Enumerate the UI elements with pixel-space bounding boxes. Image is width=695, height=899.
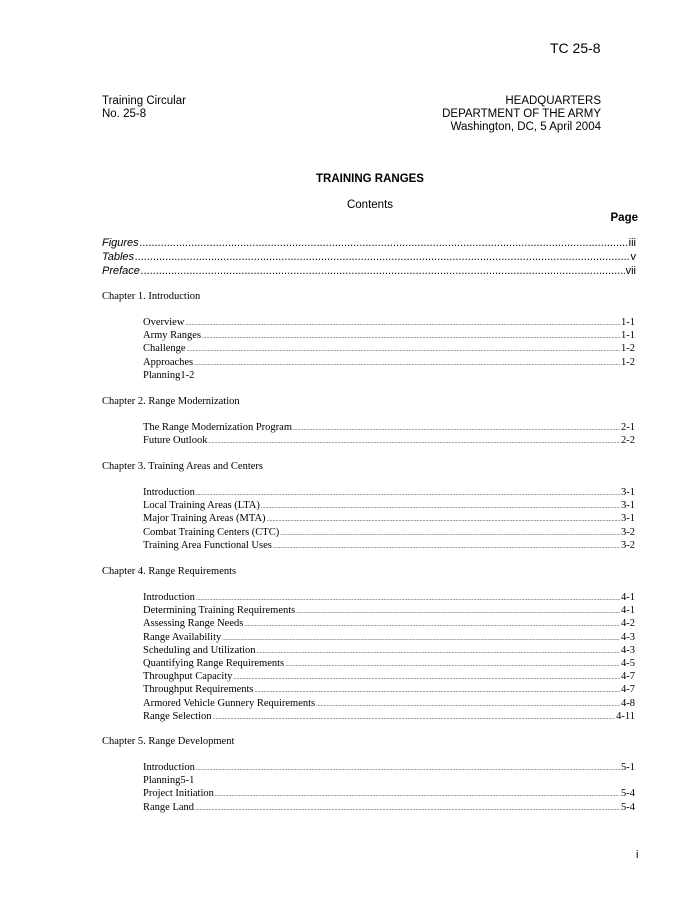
toc-entry-page: 4-8 xyxy=(621,697,635,709)
toc-leader-dots xyxy=(196,592,620,603)
toc-leader-dots xyxy=(213,711,616,722)
toc-entry[interactable] xyxy=(143,788,635,802)
toc-front-matter-item[interactable] xyxy=(102,251,636,265)
toc-entry-title: Overview xyxy=(143,317,185,328)
toc-entry-title: Range Selection xyxy=(143,710,212,722)
toc-entry[interactable] xyxy=(143,435,635,449)
toc-entry-page: 4-1 xyxy=(621,592,635,603)
toc-entry-page: 1-2 xyxy=(621,356,635,368)
toc-entry[interactable] xyxy=(143,618,635,632)
toc-entry-title: Planning xyxy=(143,775,181,787)
toc-entry-page: 4-7 xyxy=(621,684,635,696)
toc-entry-page: 3-1 xyxy=(621,500,635,512)
toc-leader-dots xyxy=(196,762,620,773)
toc-front-matter-item[interactable] xyxy=(102,237,636,251)
toc-entry-title: The Range Modernization Program xyxy=(143,422,292,433)
toc-leader-dots xyxy=(255,684,620,695)
toc-leader-dots xyxy=(267,513,620,524)
toc-leader-dots xyxy=(293,422,620,433)
toc-entry[interactable] xyxy=(143,343,635,357)
toc-entry-page: 3-1 xyxy=(621,487,635,498)
toc-entry[interactable] xyxy=(143,802,635,816)
chapter-heading[interactable]: Chapter 1. Introduction xyxy=(102,291,201,302)
toc-entry-title: Figures xyxy=(102,237,139,249)
page-number: i xyxy=(636,849,639,861)
toc-entry-page: 2-1 xyxy=(621,422,635,433)
toc-entry[interactable] xyxy=(143,357,635,371)
page-column-header: Page xyxy=(610,212,638,224)
location-date: Washington, DC, 5 April 2004 xyxy=(450,121,601,133)
toc-entry-page: 3-2 xyxy=(621,526,635,538)
toc-leader-dots xyxy=(285,658,620,669)
toc-leader-dots xyxy=(296,605,620,616)
toc-entry[interactable] xyxy=(143,592,635,606)
toc-entry[interactable] xyxy=(143,487,635,501)
toc-entry-page: 1-2 xyxy=(621,343,635,355)
toc-leader-dots xyxy=(244,618,620,629)
toc-entry-title: Determining Training Requirements xyxy=(143,605,296,617)
toc-entry[interactable] xyxy=(143,500,635,514)
department-label: DEPARTMENT OF THE ARMY xyxy=(442,108,601,120)
toc-entry-page: 1-2 xyxy=(180,369,195,381)
document-number: TC 25-8 xyxy=(550,40,601,56)
toc-leader-dots xyxy=(140,237,628,249)
toc-entry-title: Introduction xyxy=(143,487,195,498)
toc-entry-page: 3-2 xyxy=(621,539,635,551)
toc-entry-page: 4-5 xyxy=(621,658,635,669)
toc-entry-page: 4-3 xyxy=(621,631,635,643)
toc-front-matter-item[interactable] xyxy=(102,265,636,279)
toc-entry-page: iii xyxy=(628,237,636,249)
toc-leader-dots xyxy=(208,435,620,446)
toc-entry-page: vii xyxy=(625,265,636,277)
toc-leader-dots xyxy=(194,357,620,368)
toc-leader-dots xyxy=(273,540,620,551)
toc-entry-title: Quantifying Range Requirements xyxy=(143,658,285,669)
toc-entry-title: Project Initiation xyxy=(143,788,214,800)
toc-entry-title: Combat Training Centers (CTC) xyxy=(143,526,280,538)
headquarters-label: HEADQUARTERS xyxy=(505,95,601,107)
toc-leader-dots xyxy=(215,788,620,799)
toc-entry-page: 5-4 xyxy=(621,801,635,813)
toc-leader-dots xyxy=(202,330,620,341)
circular-label: Training Circular xyxy=(102,95,186,107)
toc-entry[interactable] xyxy=(143,671,635,685)
toc-entry[interactable] xyxy=(143,605,635,619)
toc-entry[interactable] xyxy=(143,330,635,344)
toc-leader-dots xyxy=(141,265,625,277)
toc-entry-title: Planning xyxy=(143,369,181,381)
toc-entry-page: 4-7 xyxy=(621,671,635,683)
toc-entry-title: Introduction xyxy=(143,762,195,773)
toc-entry[interactable] xyxy=(143,632,635,646)
toc-entry[interactable] xyxy=(143,645,635,659)
toc-leader-dots xyxy=(261,500,620,511)
toc-entry-title: Challenge xyxy=(143,343,186,355)
toc-entry-title: Assessing Range Needs xyxy=(143,618,244,630)
toc-entry-page: 1-1 xyxy=(621,330,635,342)
toc-entry-page: 2-2 xyxy=(621,435,635,447)
toc-entry-title: Throughput Requirements xyxy=(143,684,254,696)
toc-entry[interactable] xyxy=(143,711,635,725)
toc-entry-title: Future Outlook xyxy=(143,435,208,447)
toc-entry-title: Armored Vehicle Gunnery Requirements xyxy=(143,697,316,709)
chapter-heading[interactable]: Chapter 2. Range Modernization xyxy=(102,396,240,407)
document-title: TRAINING RANGES xyxy=(316,173,424,185)
toc-leader-dots xyxy=(195,802,620,813)
toc-entry-title: Training Area Functional Uses xyxy=(143,539,272,551)
toc-leader-dots xyxy=(316,698,620,709)
toc-entry-title: Army Ranges xyxy=(143,330,202,342)
toc-entry[interactable] xyxy=(143,370,635,384)
chapter-heading[interactable]: Chapter 4. Range Requirements xyxy=(102,566,237,577)
toc-leader-dots xyxy=(280,527,620,538)
toc-entry-page: v xyxy=(630,251,636,263)
chapter-heading[interactable]: Chapter 5. Range Development xyxy=(102,736,235,747)
toc-entry-title: Throughput Capacity xyxy=(143,671,233,683)
toc-leader-dots xyxy=(234,671,620,682)
toc-entry-page: 5-4 xyxy=(621,788,635,800)
toc-entry-page: 5-1 xyxy=(621,762,635,773)
toc-leader-dots xyxy=(222,632,620,643)
toc-entry[interactable] xyxy=(143,684,635,698)
toc-entry-title: Tables xyxy=(102,251,135,263)
toc-entry[interactable] xyxy=(143,422,635,436)
toc-entry-page: 4-2 xyxy=(621,618,635,630)
toc-entry[interactable] xyxy=(143,658,635,672)
toc-leader-dots xyxy=(135,251,629,263)
toc-entry-page: 3-1 xyxy=(621,513,635,525)
toc-leader-dots xyxy=(187,343,620,354)
chapter-heading[interactable]: Chapter 3. Training Areas and Centers xyxy=(102,461,263,472)
toc-entry[interactable] xyxy=(143,317,635,331)
toc-entry[interactable] xyxy=(143,527,635,541)
toc-entry-title: Local Training Areas (LTA) xyxy=(143,500,260,512)
toc-entry[interactable] xyxy=(143,762,635,776)
toc-entry-title: Introduction xyxy=(143,592,195,603)
contents-heading: Contents xyxy=(346,199,394,211)
circular-number: No. 25-8 xyxy=(102,108,147,120)
toc-entry-page: 4-3 xyxy=(621,644,635,656)
toc-leader-dots xyxy=(185,317,620,328)
toc-entry-title: Approaches xyxy=(143,356,194,368)
toc-entry-page: 4-1 xyxy=(621,605,635,617)
toc-leader-dots xyxy=(257,645,620,656)
toc-entry[interactable] xyxy=(143,775,635,789)
toc-entry-page: 4-11 xyxy=(616,710,635,722)
toc-entry[interactable] xyxy=(143,513,635,527)
toc-entry-page: 1-1 xyxy=(621,317,635,328)
toc-entry[interactable] xyxy=(143,698,635,712)
toc-entry-title: Major Training Areas (MTA) xyxy=(143,513,266,525)
toc-entry-title: Preface xyxy=(102,265,140,277)
toc-entry-page: 5-1 xyxy=(180,775,195,787)
toc-entry-title: Scheduling and Utilization xyxy=(143,644,256,656)
toc-entry[interactable] xyxy=(143,540,635,554)
toc-leader-dots xyxy=(196,487,620,498)
toc-entry-title: Range Land xyxy=(143,801,195,813)
toc-entry-title: Range Availability xyxy=(143,631,222,643)
